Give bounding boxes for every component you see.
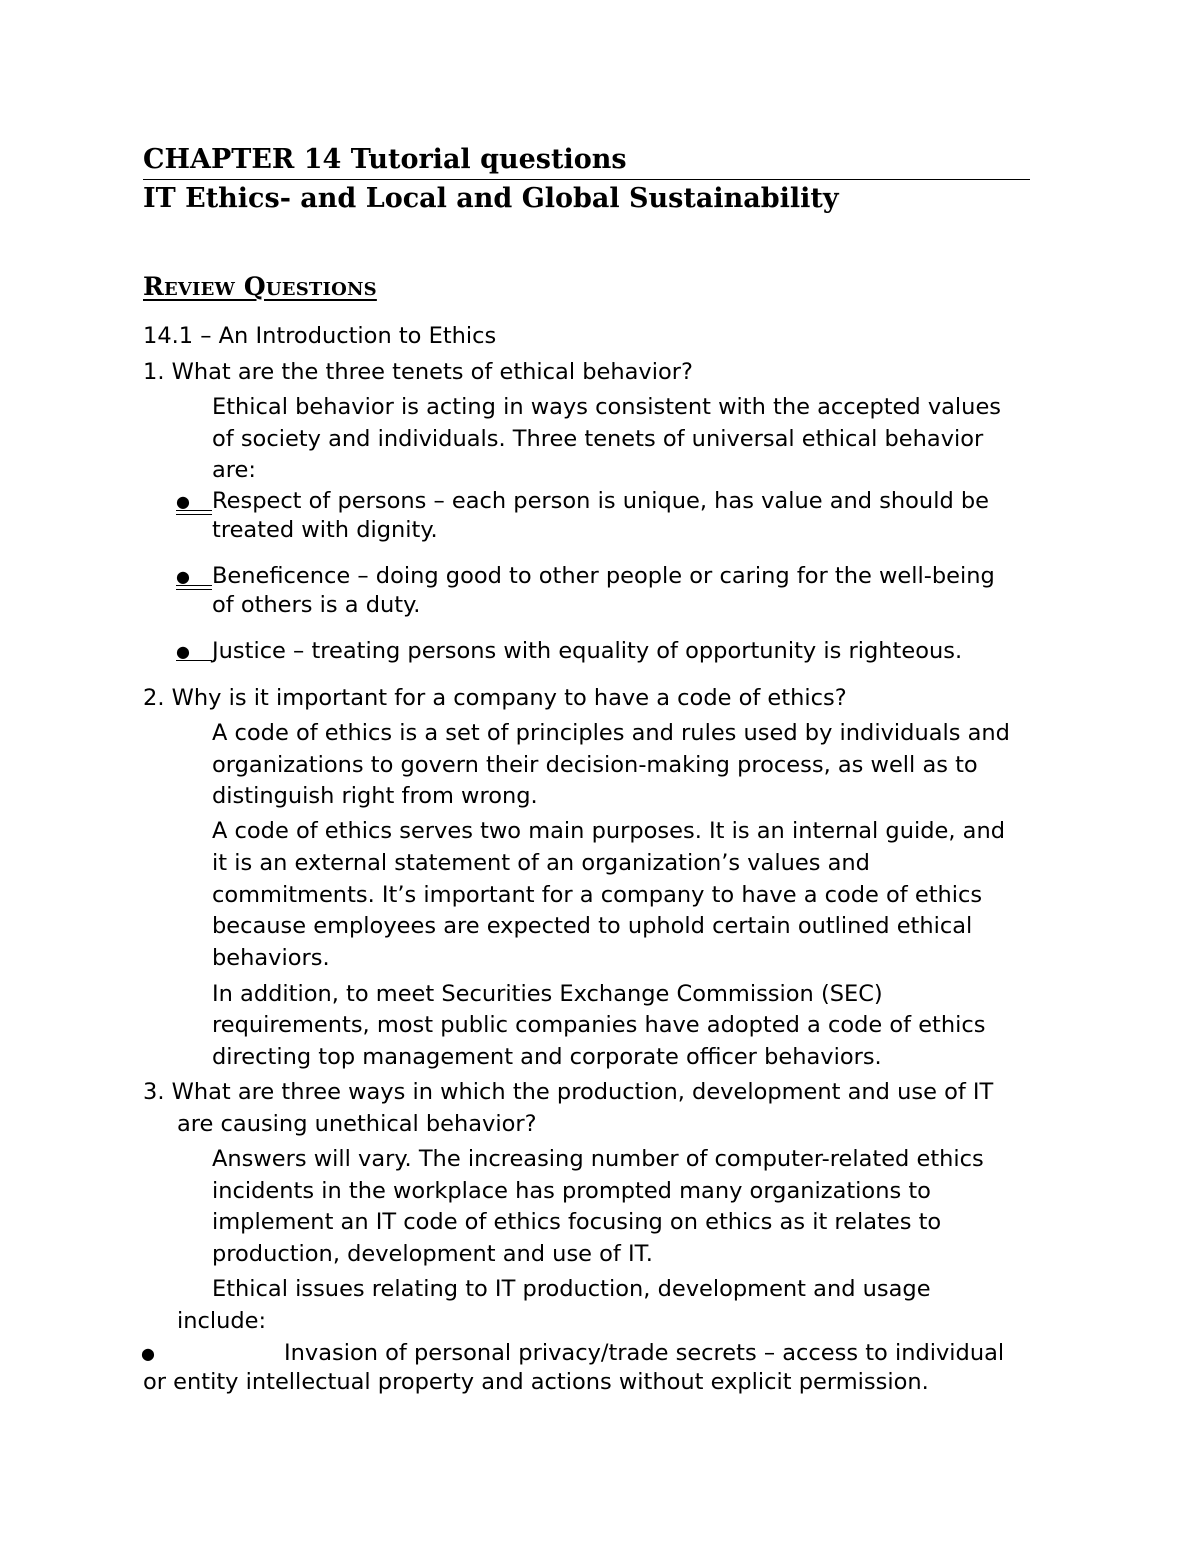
bullet-icon: ●	[176, 492, 190, 511]
q3-para2-line-1: Ethical issues relating to IT production, development and usage	[212, 1276, 931, 1302]
question-3-line-2: are causing unethical behavior?	[177, 1111, 537, 1137]
section-heading-review-questions: Review Questions	[143, 272, 377, 301]
q1-bullet-2-line-1: Beneficence – doing good to other people or caring for the well-being	[212, 563, 995, 589]
q2-para2-line-3: commitments. It’s important for a company to have a code of ethics	[212, 882, 983, 908]
q2-para1-line-3: distinguish right from wrong.	[212, 783, 538, 809]
q1-bullet-2-line-2: of others is a duty.	[212, 592, 421, 618]
bullet-underline	[176, 514, 212, 515]
q2-para1-line-2: organizations to govern their decision-making process, as well as to	[212, 752, 978, 778]
q2-para3-line-3: directing top management and corporate officer behaviors.	[212, 1044, 882, 1070]
q3-para1-line-4: production, development and use of IT.	[212, 1241, 653, 1267]
q3-para1-line-2: incidents in the workplace has prompted many organizations to	[212, 1178, 931, 1204]
q1-answer-line-2: of society and individuals. Three tenets of universal ethical behavior	[212, 426, 984, 452]
q2-para3-line-2: requirements, most public companies have adopted a code of ethics	[212, 1012, 986, 1038]
q3-para1-line-1: Answers will vary. The increasing number of computer-related ethics	[212, 1146, 984, 1172]
bullet-icon: ●	[176, 642, 190, 661]
bullet-icon: ●	[176, 567, 190, 586]
q2-para2-line-1: A code of ethics serves two main purposes. It is an internal guide, and	[212, 818, 1005, 844]
question-2: 2. Why is it important for a company to have a code of ethics?	[143, 685, 847, 711]
chapter-subtitle: IT Ethics- and Local and Global Sustainability	[143, 183, 839, 214]
bullet-underline	[176, 510, 212, 511]
q2-para2-line-5: behaviors.	[212, 945, 330, 971]
q1-answer-line-3: are:	[212, 457, 256, 483]
q2-para1-line-1: A code of ethics is a set of principles and rules used by individuals and	[212, 720, 1010, 746]
q2-para3-line-1: In addition, to meet Securities Exchange Commission (SEC)	[212, 981, 883, 1007]
q1-bullet-1-line-1: Respect of persons – each person is unique, has value and should be	[212, 488, 990, 514]
q3-bullet-1-line-1: Invasion of personal privacy/trade secrets – access to individual	[284, 1340, 1005, 1366]
bullet-icon: ●	[141, 1344, 155, 1363]
question-3-line-1: 3. What are three ways in which the production, development and use of IT	[143, 1079, 994, 1105]
q1-bullet-3-line-1: Justice – treating persons with equality of opportunity is righteous.	[212, 638, 963, 664]
section-heading-14-1: 14.1 – An Introduction to Ethics	[143, 323, 497, 349]
chapter-title: CHAPTER 14 Tutorial questions	[143, 141, 1030, 180]
q2-para2-line-2: it is an external statement of an organization’s values and	[212, 850, 870, 876]
q2-para2-line-4: because employees are expected to uphold certain outlined ethical	[212, 913, 973, 939]
q3-para1-line-3: implement an IT code of ethics focusing on ethics as it relates to	[212, 1209, 942, 1235]
q1-answer-line-1: Ethical behavior is acting in ways consistent with the accepted values	[212, 394, 1002, 420]
q3-bullet-1-line-2: or entity intellectual property and actions without explicit permission.	[143, 1369, 929, 1395]
q3-para2-line-2: include:	[177, 1308, 267, 1334]
question-1: 1. What are the three tenets of ethical behavior?	[143, 359, 693, 385]
q1-bullet-1-line-2: treated with dignity.	[212, 517, 438, 543]
bullet-underline	[176, 660, 212, 661]
bullet-underline	[176, 585, 212, 586]
bullet-underline	[176, 589, 212, 590]
